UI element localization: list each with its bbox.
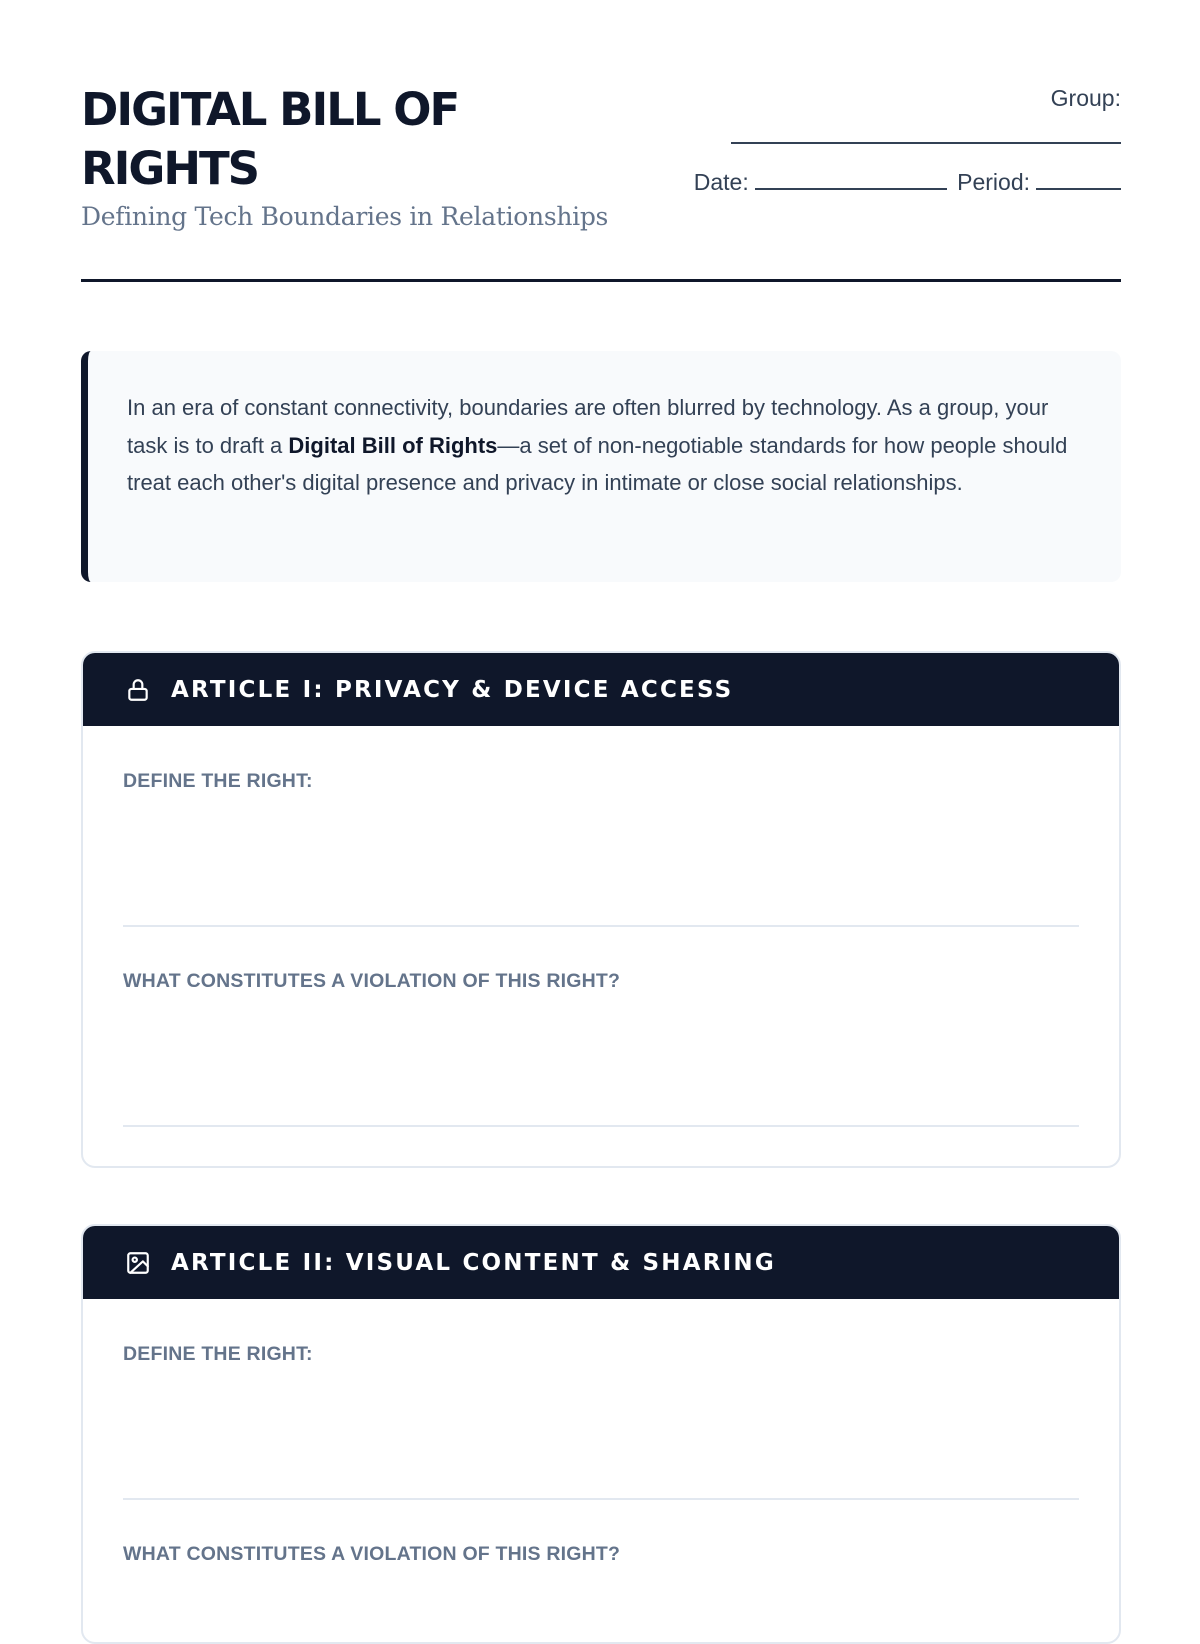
article-body	[83, 1299, 1119, 1644]
date-blank[interactable]	[755, 170, 947, 190]
article-body	[83, 726, 1119, 1166]
article-header	[83, 653, 1119, 726]
intro-text-end: —a set of non-negotiable standards for how people should treat each other's digital presence and privacy in intimate or close social relationships.	[127, 432, 1068, 495]
article-card	[81, 1224, 1121, 1644]
field-label: DEFINE THE RIGHT:	[123, 770, 313, 792]
intro-text-start: In an era of constant connectivity, boundaries are often blurred by technology. As a group, your task is to draft a	[127, 395, 1049, 458]
answer-line[interactable]	[123, 925, 1079, 927]
period-blank[interactable]	[1036, 170, 1121, 190]
student-info	[694, 82, 1121, 202]
intro-panel	[81, 351, 1121, 582]
answer-line[interactable]	[123, 1125, 1079, 1127]
worksheet-header	[81, 0, 1121, 283]
lock-icon	[125, 677, 151, 703]
header-divider	[81, 279, 1121, 282]
date-label: Date:	[693, 169, 749, 195]
answer-line[interactable]	[123, 1498, 1079, 1500]
date-period-row	[694, 162, 1121, 202]
group-label: Group:	[1050, 85, 1121, 111]
group-blank-row	[694, 124, 1121, 162]
page-title: DIGITAL BILL OF RIGHTS	[81, 83, 459, 195]
article-title: ARTICLE II: VISUAL CONTENT & SHARING	[171, 1249, 776, 1276]
group-row	[694, 82, 1121, 124]
intro-text-bold: Digital Bill of Rights	[288, 432, 498, 458]
field-label: DEFINE THE RIGHT:	[123, 1343, 313, 1365]
group-blank[interactable]	[731, 124, 1121, 144]
article-title: ARTICLE I: PRIVACY & DEVICE ACCESS	[171, 676, 734, 703]
period-label: Period:	[957, 169, 1030, 195]
image-icon	[125, 1250, 151, 1276]
page-subtitle: Defining Tech Boundaries in Relationships	[81, 202, 609, 231]
article-card	[81, 651, 1121, 1168]
article-header	[83, 1226, 1119, 1299]
field-label: WHAT CONSTITUTES A VIOLATION OF THIS RIGHT?	[123, 970, 621, 992]
field-label: WHAT CONSTITUTES A VIOLATION OF THIS RIGHT?	[123, 1543, 621, 1565]
worksheet-page	[81, 0, 1121, 1565]
